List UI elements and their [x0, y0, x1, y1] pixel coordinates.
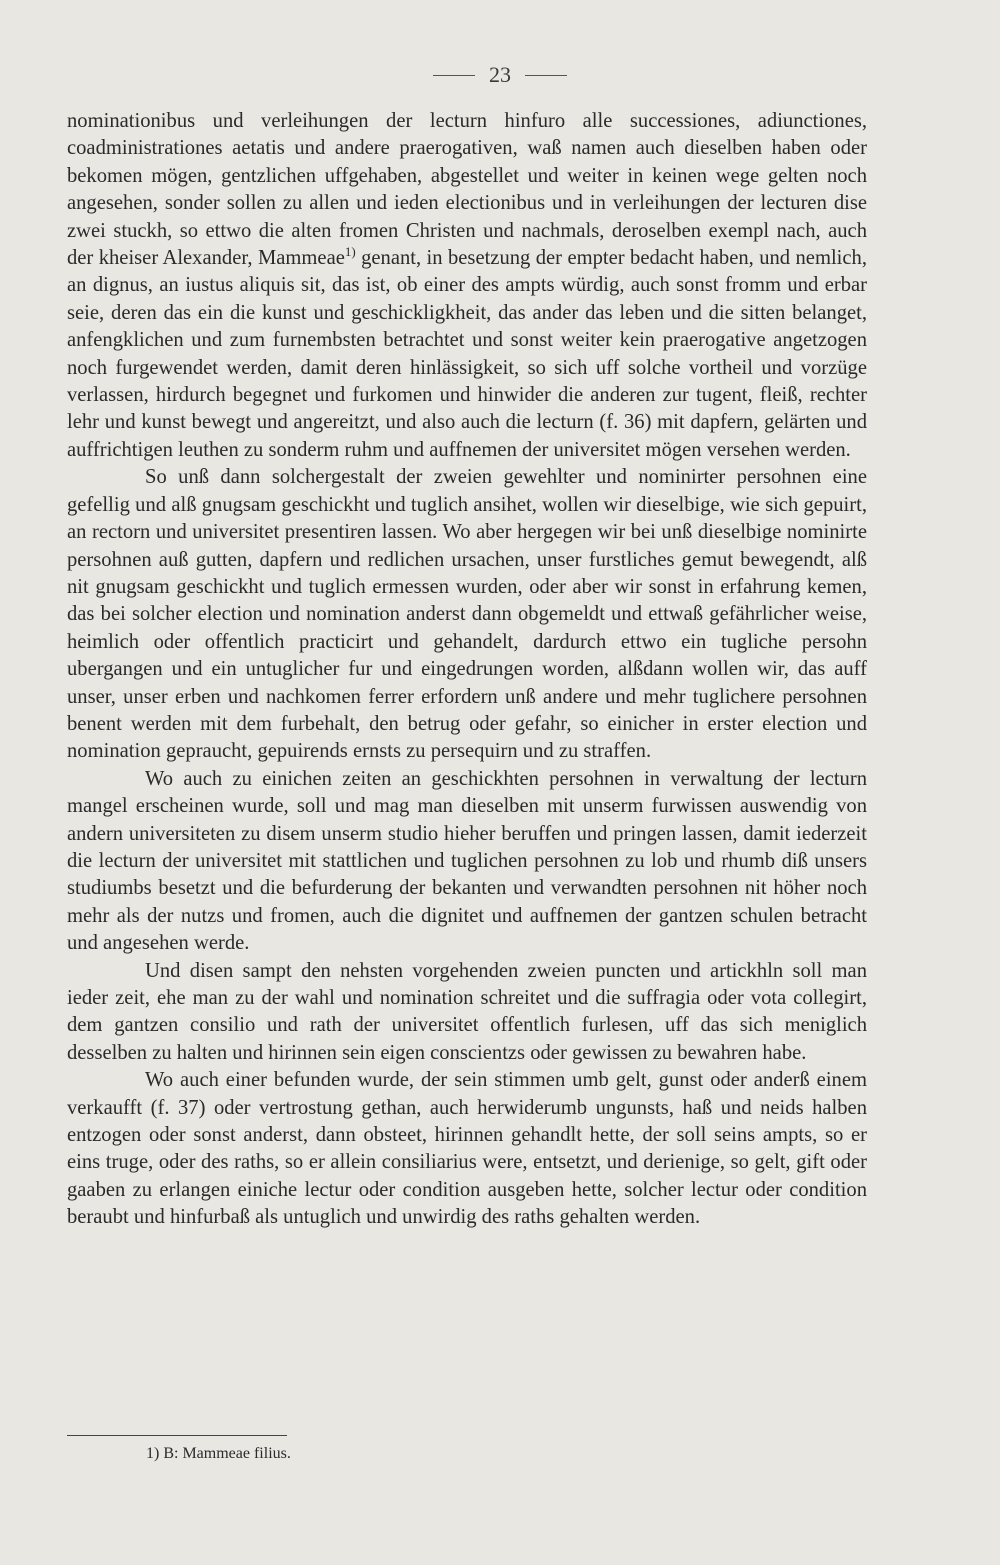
- page-header: [0, 62, 1000, 88]
- body-text: [67, 108, 867, 1232]
- header-rule-right: [525, 75, 567, 76]
- header-rule-left: [433, 75, 475, 76]
- paragraph-text-continued: genant, in besetzung der empter bedacht haben, und nemlich, an dignus, an iustus aliquis sit, das ist, ob einer des ampts würdig, auch sonst fromm und erbar seie, deren das ein die kunst und geschickligkheit, das ander das leben und die sitten belanget, anfengklichen und zum furnembsten betrachtet und sonst weiter kein praerogative angetzogen noch furgewendet werden, damit deren hinlässigkeit, so sich uff solche vortheil und vorzüge verlassen, hirdurch begegnet und furkomen und hinwider die anderen zur tugent, fleiß, rechter lehr und kunst bewegt und angereitzt, und also auch die lecturn (f. 36) mit dapfern, gelärten und auffrichtigen leuthen zu sonderm ruhm und auffnemen der universitet mögen versehen werden.: [67, 247, 867, 461]
- paragraph-text: nominationibus und verleihungen der lecturn hinfuro alle successiones, adiunctiones, coadministrationes aetatis und andere praerogativen, waß namen auch dieselben haben oder bekomen mögen, gentzlichen uffgehaben, abgestellet und weiter in keinen wege gelten noch angesehen, sonder sollen zu allen und ieden electionibus und in verleihungen der lecturen dise zwei stuckh, so ettwo die alten fromen Christen und nachmals, deroselben exempl nach, auch der kheiser Alexander, Mammeae: [67, 110, 867, 270]
- page-number: 23: [489, 62, 511, 87]
- footnote-rule: [67, 1435, 287, 1436]
- paragraph: [67, 108, 867, 464]
- footnote: 1) B: Mammeae filius.: [146, 1445, 291, 1462]
- footnote-reference: 1): [344, 244, 356, 260]
- paragraph: Wo auch zu einichen zeiten an geschickhten persohnen in verwaltung der lecturn mangel erscheinen wurde, soll und mag man dieselben mit unserm furwissen auswendig von andern universiteten zu disem unserm studio hieher beruffen und pringen lassen, damit iederzeit die lecturn der universitet mit stattlichen und tuglichen persohnen zu lob und rhumb diß unsers studiumbs besetzt und die befurderung der bekanten und verwandten persohnen nit höher noch mehr als der nutzs und fromen, auch die dignitet und auffnemen der gantzen schulen betracht und angesehen werde.: [67, 767, 867, 955]
- paragraph: So unß dann solchergestalt der zweien gewehlter und nominirter persohnen eine gefellig und alß gnugsam geschickht und tuglich ansihet, wollen wir dieselbige, wie sich gepuirt, an rectorn und universitet presentiren lassen. Wo aber hergegen wir bei unß dieselbige nominirte persohnen auß gutten, dapfern und redlichen ursachen, unser furstliches gemut bewegendt, alß nit gnugsam geschickht und tuglich ermessen wurden, oder aber wir sonst in erfahrung kemen, das bei solcher election und nomination anderst dann obgemeldt und ettwaß gefährlicher weise, heimlich oder offentlich practicirt und gehandelt, dardurch ettwo ein tugliche persohn ubergangen und ein untuglicher fur und eingedrungen worden, alßdann wollen wir, das auff unser, unser erben und nachkomen ferrer erfordern unß andere und mehr tuglichere persohnen benent werden mit dem furbehalt, den betrug oder gefahr, so einicher in erster election und nomination gepraucht, gepuirends ernsts zu persequirn und zu straffen.: [67, 466, 867, 763]
- paragraph: Und disen sampt den nehsten vorgehenden zweien puncten und artickhln soll man ieder zeit, ehe man zu der wahl und nomination schreitet und die suffragia oder vota collegirt, dem gantzen consilio und rath der universitet offentlich furlesen, uff das sich meniglich desselben zu halten und hirinnen sein eigen conscientzs oder gewissen zu bewahren habe.: [67, 959, 867, 1064]
- paragraph: Wo auch einer befunden wurde, der sein stimmen umb gelt, gunst oder anderß einem verkaufft (f. 37) oder vertrostung gethan, auch herwiderumb ungunsts, haß und neids halben entzogen oder sonst anderst, dann obsteet, hirinnen gehandlt hette, der soll seins ampts, so er eins truge, oder des raths, so er allein consiliarius were, entsetzt, und derienige, so gelt, gift oder gaaben zu erlangen einiche lectur oder condition ausgeben hette, solcher lectur oder condition beraubt und hinfurbaß als untuglich und unwirdig des raths gehalten werden.: [67, 1069, 867, 1229]
